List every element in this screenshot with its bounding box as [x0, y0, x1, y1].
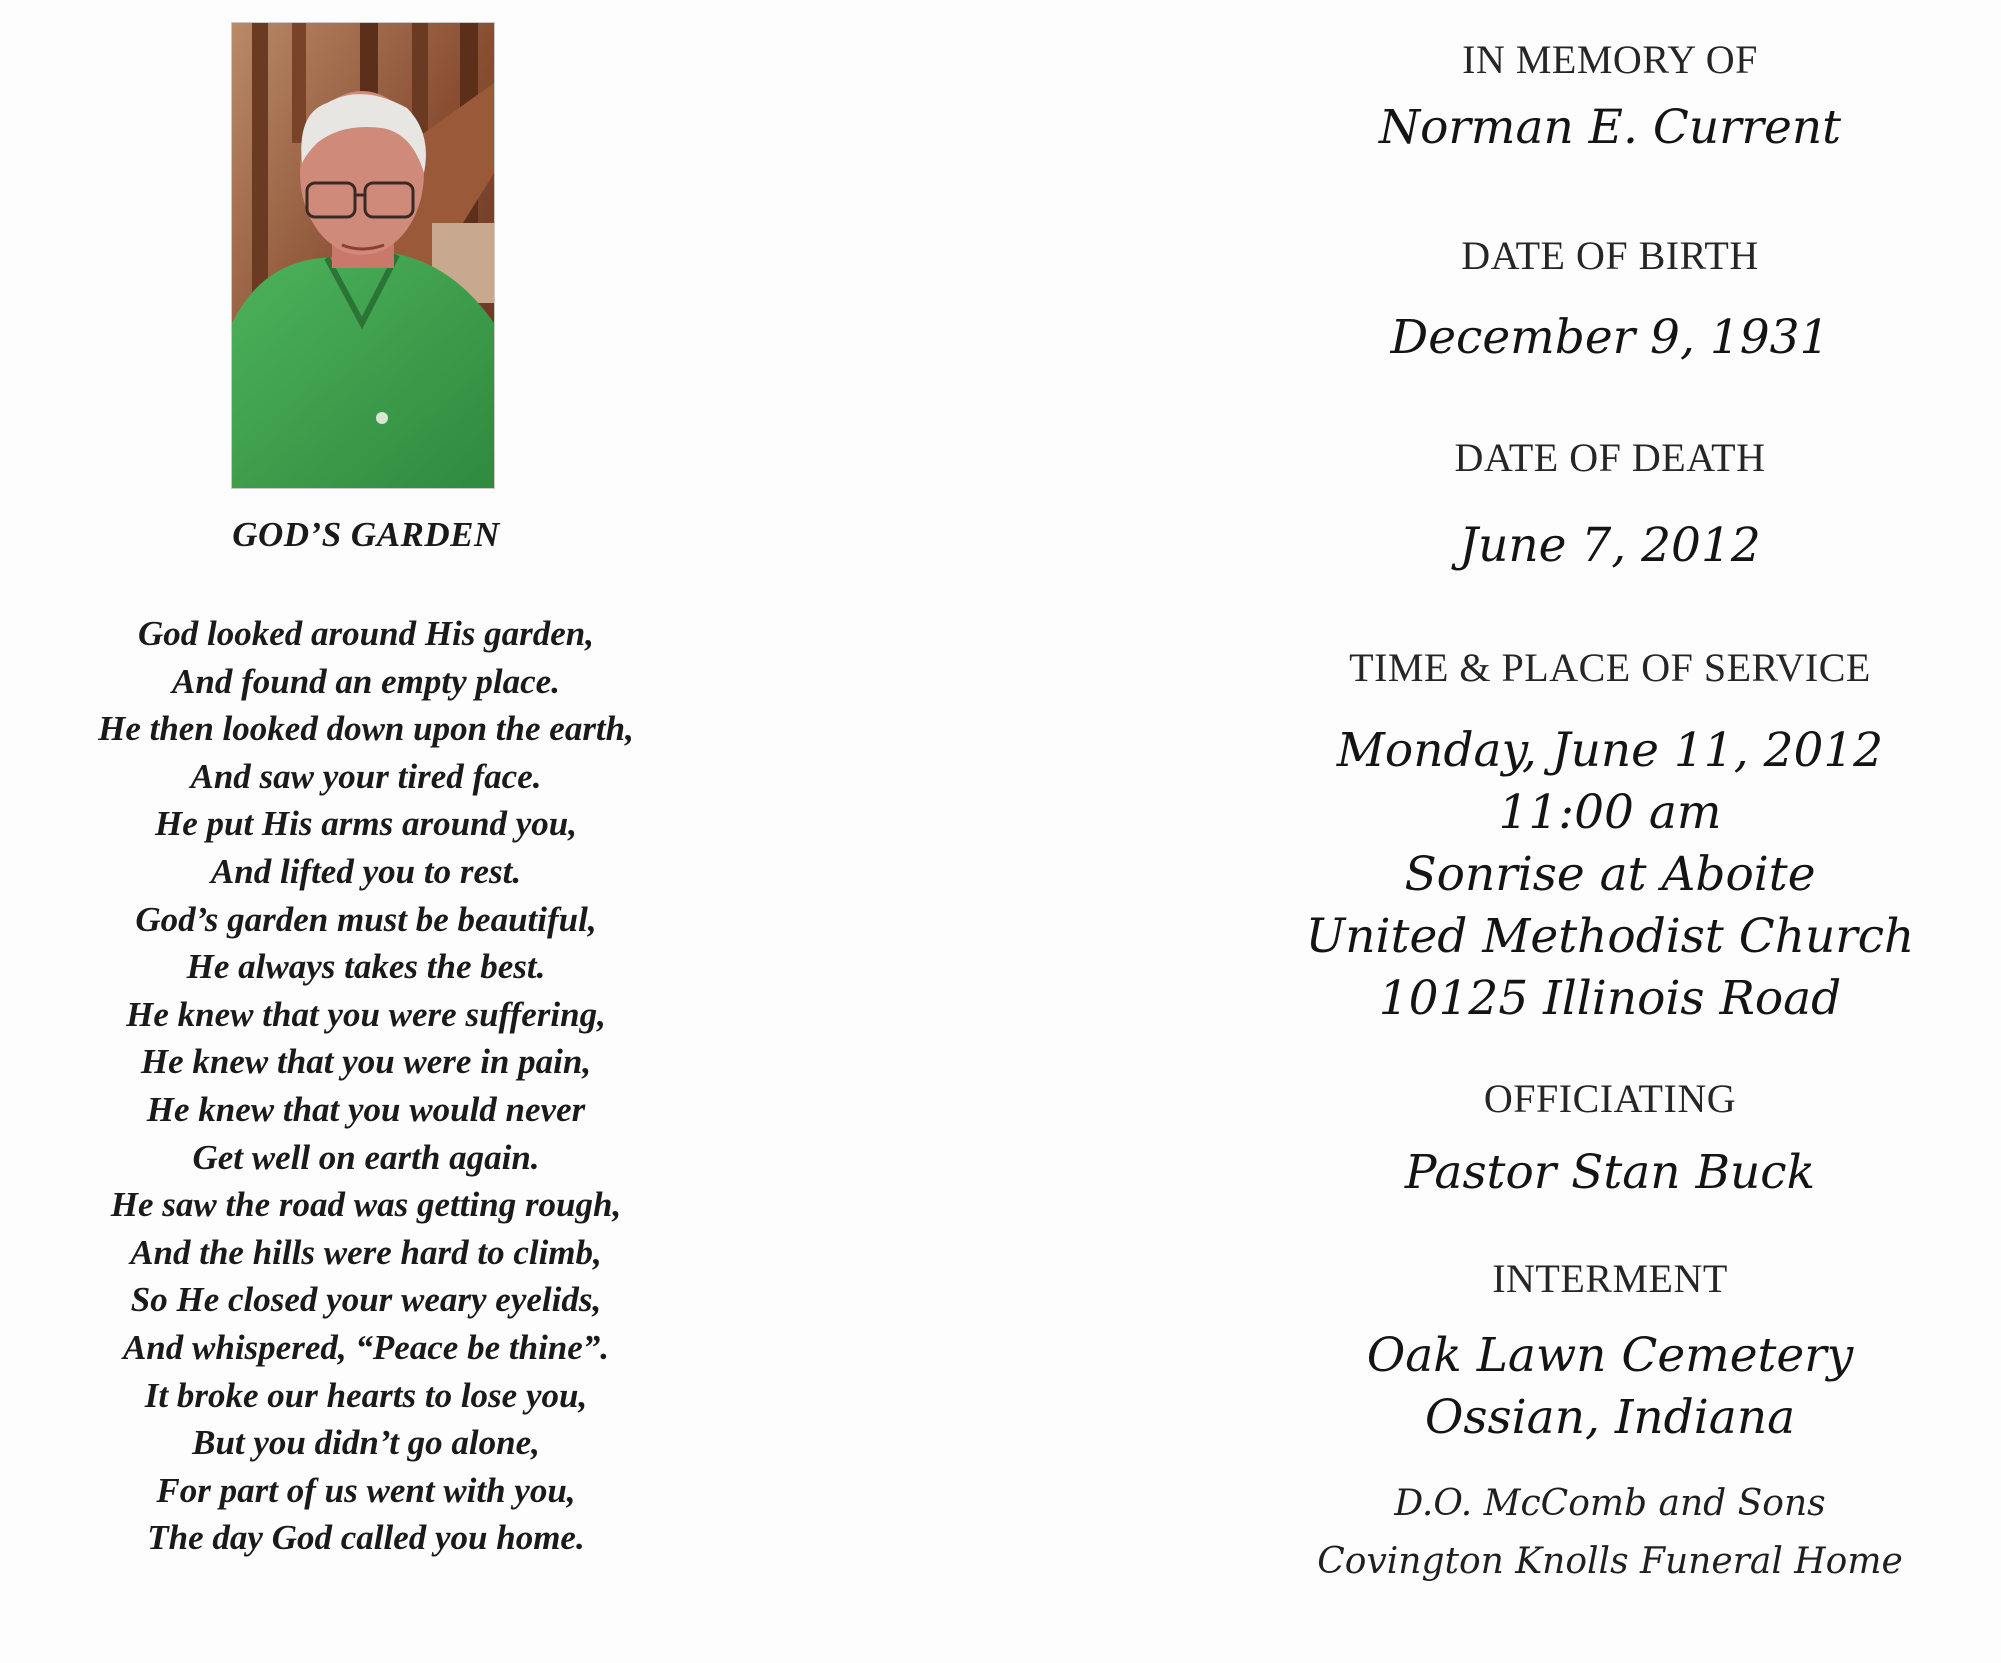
poem-line: And lifted you to rest. [210, 851, 522, 891]
funeral-home-line: Covington Knolls Funeral Home [1317, 1541, 1903, 1582]
poem-line: He then looked down upon the earth, [98, 709, 634, 749]
poem-line: But you didn’t go alone, [192, 1423, 540, 1463]
poem-line: He always takes the best. [186, 947, 546, 987]
service-label: TIME & PLACE OF SERVICE [1349, 645, 1871, 690]
poem-line: And whispered, “Peace be thine”. [122, 1327, 610, 1367]
poem-title: GOD’S GARDEN [232, 515, 500, 554]
poem-line: For part of us went with you, [156, 1470, 576, 1510]
birth-date: December 9, 1931 [1390, 310, 1830, 365]
cemetery-name: Oak Lawn Cemetery [1366, 1328, 1854, 1383]
poem-line: Get well on earth again. [192, 1137, 540, 1177]
death-label: DATE OF DEATH [1454, 435, 1766, 480]
poem-line: He knew that you would never [146, 1089, 586, 1129]
poem-line: It broke our hearts to lose you, [144, 1375, 588, 1415]
poem-line: He saw the road was getting rough, [110, 1185, 622, 1225]
poem-line: He put His arms around you, [154, 804, 578, 844]
poem-line: He knew that you were suffering, [126, 994, 606, 1034]
poem-line: And the hills were hard to climb, [130, 1232, 602, 1272]
service-details [1260, 0, 1960, 1663]
memory-label: IN MEMORY OF [1462, 37, 1758, 82]
service-church: United Methodist Church [1305, 909, 1915, 964]
officiant-name: Pastor Stan Buck [1404, 1145, 1816, 1200]
cemetery-location: Ossian, Indiana [1424, 1390, 1796, 1445]
deceased-name: Norman E. Current [1378, 100, 1841, 155]
service-date: Monday, June 11, 2012 [1336, 723, 1884, 778]
poem-line: God looked around His garden, [137, 614, 595, 653]
poem-line: So He closed your weary eyelids, [130, 1280, 602, 1320]
funeral-home [1260, 1475, 1960, 1591]
officiating-label: OFFICIATING [1483, 1076, 1737, 1121]
poem-line: He knew that you were in pain, [140, 1042, 592, 1082]
poem-line: God’s garden must be beautiful, [135, 899, 597, 939]
birth-label: DATE OF BIRTH [1461, 233, 1759, 278]
funeral-home-line: D.O. McComb and Sons [1394, 1483, 1826, 1524]
service-info [1260, 720, 1960, 1030]
service-time: 11:00 am [1498, 785, 1722, 840]
interment-info [1260, 1325, 1960, 1449]
service-address: 10125 Illinois Road [1378, 971, 1842, 1026]
death-date: June 7, 2012 [1459, 518, 1761, 573]
service-venue: Sonrise at Aboite [1404, 847, 1816, 902]
interment-label: INTERMENT [1492, 1256, 1728, 1301]
portrait-photo [231, 22, 495, 489]
poem-line: And found an empty place. [172, 661, 560, 701]
poem-line: And saw your tired face. [190, 756, 542, 796]
poem-line: The day God called you home. [147, 1518, 585, 1558]
poem-body [0, 610, 732, 1562]
portrait-photo-icon [232, 23, 494, 488]
